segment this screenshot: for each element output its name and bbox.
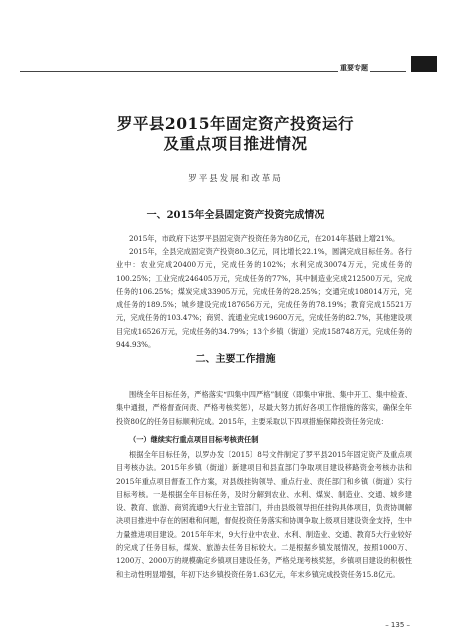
page-number: – 135 – xyxy=(385,621,410,629)
article-byline: 罗平县发展和改革局 xyxy=(188,174,283,184)
header-block-decoration xyxy=(411,56,437,72)
section1-heading: 一、2015年全县固定资产投资完成情况 xyxy=(146,210,325,221)
section2-heading: 二、主要工作措施 xyxy=(195,354,276,365)
section2-subheading: （一）继续实行重点项目目标考核责任制 xyxy=(129,435,259,444)
section1-paragraph1: 2015年，市政府下达罗平县固定资产投资任务为80亿元，在2014年基础上增21%。 xyxy=(129,234,400,243)
article-title-line1: 罗平县2015年固定资产投资运行 xyxy=(116,114,355,133)
section-label: 重要专题 xyxy=(340,64,368,72)
section1-paragraph2: 2015年，全县完成固定资产投资80.3亿元，同比增长22.1%，圆满完成目标任务。各行业中：农业完成20400万元，完成任务的102%；水利完成30074万元，完成任务的100.25%；工业完成246405万元，完成任务的77%，其中制造业完成212500万元，完成任务的106.25%；煤炭完成33905万元，完成任务的28.25%；交通完成108014万元，完成任务的189.5%；城乡建设完成187656万元，完成任务的78.19%；教育完成15521万元，完成任务的103.47%；商贸、流通业完成19600万元，完成任务的82.7%，其他建设项目完成16526万元，完成任务的34.79%；13个乡镇（街道）完成158748万元，完成任务的944.93%。 xyxy=(116,247,412,350)
article-title-line2: 及重点项目推进情况 xyxy=(163,134,308,153)
section2-paragraph1: 围绕全年目标任务，严格落实“四集中四严格”制度（即集中审批、集中开工、集中检查、集中通报，严格督查问责、严格考核奖惩），尽最大努力抓好各项工作措施的落实，确保全年投资80亿的任务目标顺利完成。2015年，主要采取以下四项措施保障投资任务完成： xyxy=(116,390,412,426)
section2-paragraph2: 根据全年目标任务，以罗办发〔2015〕8号文件制定了罗平县2015年固定资产及重点项目考核办法。2015年乡镇（街道）新建项目和县直部门争取项目建设移路资金考核办法和2015年重点项目督查工作方案，对县级挂钩领导、重点行业、责任部门和乡镇（街道）实行目标考核。一是根据全年目标任务，及时分解到农业、水利、煤炭、制造业、交通、城乡建设、教育、旅游、商贸流通9大行业主管部门，并由县级领导担任挂钩具体项目，负责协调解决项目推进中存在的困难和问题，督促投资任务落实和协调争取上级项目建设资金支持，生中力量推进项目建设。2015年年末，9大行业中农业、水利、制造业、交通、教育5大行业较好的完成了任务目标，煤炭、旅游去任务目标较大。二是根据乡镇发展情况，按照1000万、1200万、2000万的规模确定乡镇项目建设任务，严格兑现考核奖惩，乡镇项目建设的积极性和主动性明显增强，年初下达乡镇投资任务1.63亿元，年末乡镇完成投资任务15.8亿元。 xyxy=(116,450,412,579)
